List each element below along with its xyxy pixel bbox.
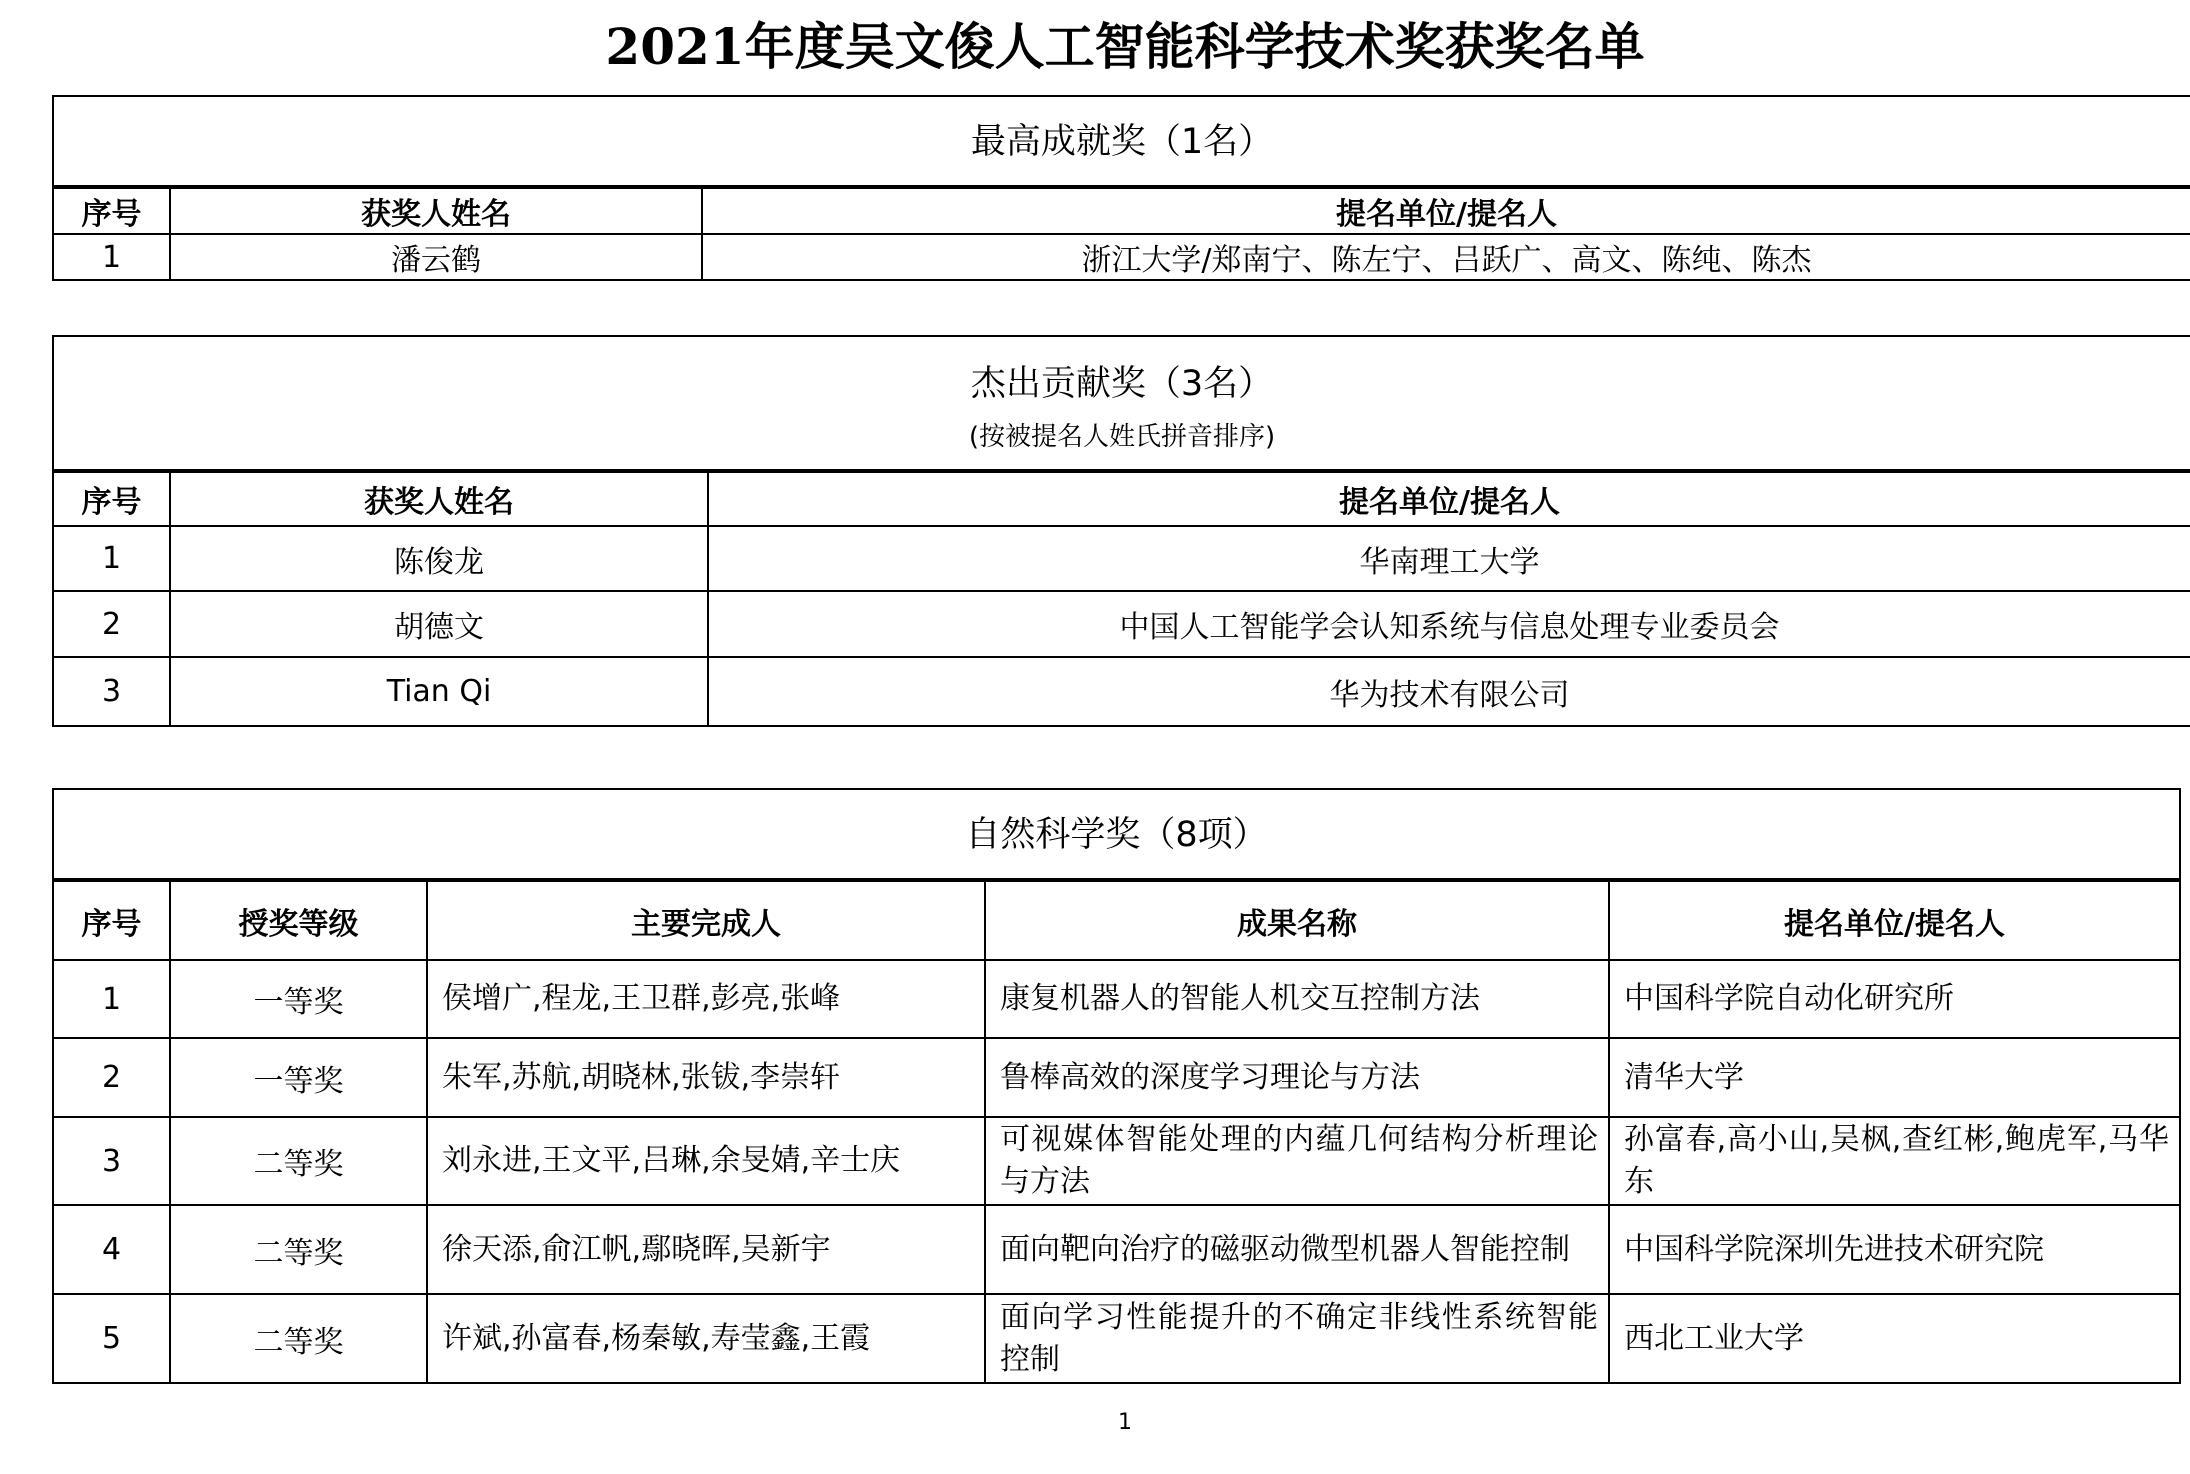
award-table [54,473,2190,725]
row-index: 2 [54,1038,170,1117]
nominator: 西北工业大学 [1609,1294,2179,1382]
award-table [54,189,2190,279]
main-contributors: 许斌,孙富春,杨秦敏,寿莹鑫,王霞 [427,1294,985,1382]
row-index: 2 [54,591,170,657]
section-outstanding-contribution [52,335,2190,727]
award-level: 一等奖 [170,960,427,1038]
table-row [54,1294,2179,1382]
table-row [54,1205,2179,1294]
column-header: 获奖人姓名 [170,189,702,234]
nominator: 孙富春,高小山,吴枫,查红彬,鲍虎军,马华东 [1609,1117,2179,1205]
section-natural-science [52,788,2181,1384]
section-note: (按被提名人姓氏拼音排序) [968,422,1276,452]
achievement-title: 康复机器人的智能人机交互控制方法 [985,960,1609,1038]
column-header: 序号 [54,882,170,960]
row-index: 3 [54,1117,170,1205]
column-header: 主要完成人 [427,882,985,960]
row-index: 1 [54,960,170,1038]
column-header: 序号 [54,189,170,234]
nominator: 浙江大学/郑南宁、陈左宁、吕跃广、高文、陈纯、陈杰 [702,234,2190,279]
award-level: 一等奖 [170,1038,427,1117]
awardee-name: 胡德文 [170,591,708,657]
section-heading: 自然科学奖（8项） [965,815,1268,855]
table-row [54,1038,2179,1117]
award-level: 二等奖 [170,1294,427,1382]
column-header: 提名单位/提名人 [708,473,2190,526]
section-header [54,337,2190,473]
row-index: 5 [54,1294,170,1382]
nominator: 清华大学 [1609,1038,2179,1117]
nominator: 华为技术有限公司 [708,657,2190,725]
table-row [54,234,2190,279]
main-contributors: 侯增广,程龙,王卫群,彭亮,张峰 [427,960,985,1038]
row-index: 4 [54,1205,170,1294]
column-header: 成果名称 [985,882,1609,960]
main-contributors: 徐天添,俞江帆,鄢晓晖,吴新宇 [427,1205,985,1294]
column-header: 获奖人姓名 [170,473,708,526]
column-header: 提名单位/提名人 [1609,882,2179,960]
nominator: 中国科学院深圳先进技术研究院 [1609,1205,2179,1294]
table-row [54,960,2179,1038]
section-top-achievement [52,95,2190,281]
achievement-title: 面向学习性能提升的不确定非线性系统智能控制 [985,1294,1609,1382]
section-heading: 杰出贡献奖（3名） [970,364,1274,404]
awardee-name: 潘云鹤 [170,234,702,279]
column-header: 授奖等级 [170,882,427,960]
award-level: 二等奖 [170,1117,427,1205]
main-contributors: 刘永进,王文平,吕琳,余旻婧,辛士庆 [427,1117,985,1205]
nominator: 中国科学院自动化研究所 [1609,960,2179,1038]
awardee-name: Tian Qi [170,657,708,725]
awardee-name: 陈俊龙 [170,526,708,591]
row-index: 1 [54,526,170,591]
nominator: 华南理工大学 [708,526,2190,591]
table-row [54,526,2190,591]
row-index: 1 [54,234,170,279]
section-header [54,97,2190,189]
nominator: 中国人工智能学会认知系统与信息处理专业委员会 [708,591,2190,657]
row-index: 3 [54,657,170,725]
achievement-title: 鲁棒高效的深度学习理论与方法 [985,1038,1609,1117]
table-row [54,1117,2179,1205]
column-header: 提名单位/提名人 [702,189,2190,234]
section-heading: 最高成就奖（1名） [970,122,1274,162]
page-number: 1 [1118,1410,1132,1435]
award-level: 二等奖 [170,1205,427,1294]
column-header: 序号 [54,473,170,526]
table-row [54,591,2190,657]
section-header [54,790,2179,882]
main-contributors: 朱军,苏航,胡晓林,张钹,李崇轩 [427,1038,985,1117]
page-title: 2021年度吴文俊人工智能科学技术奖获奖名单 [605,17,1645,76]
table-row [54,657,2190,725]
achievement-title: 可视媒体智能处理的内蕴几何结构分析理论与方法 [985,1117,1609,1205]
award-table [54,882,2179,1382]
achievement-title: 面向靶向治疗的磁驱动微型机器人智能控制 [985,1205,1609,1294]
